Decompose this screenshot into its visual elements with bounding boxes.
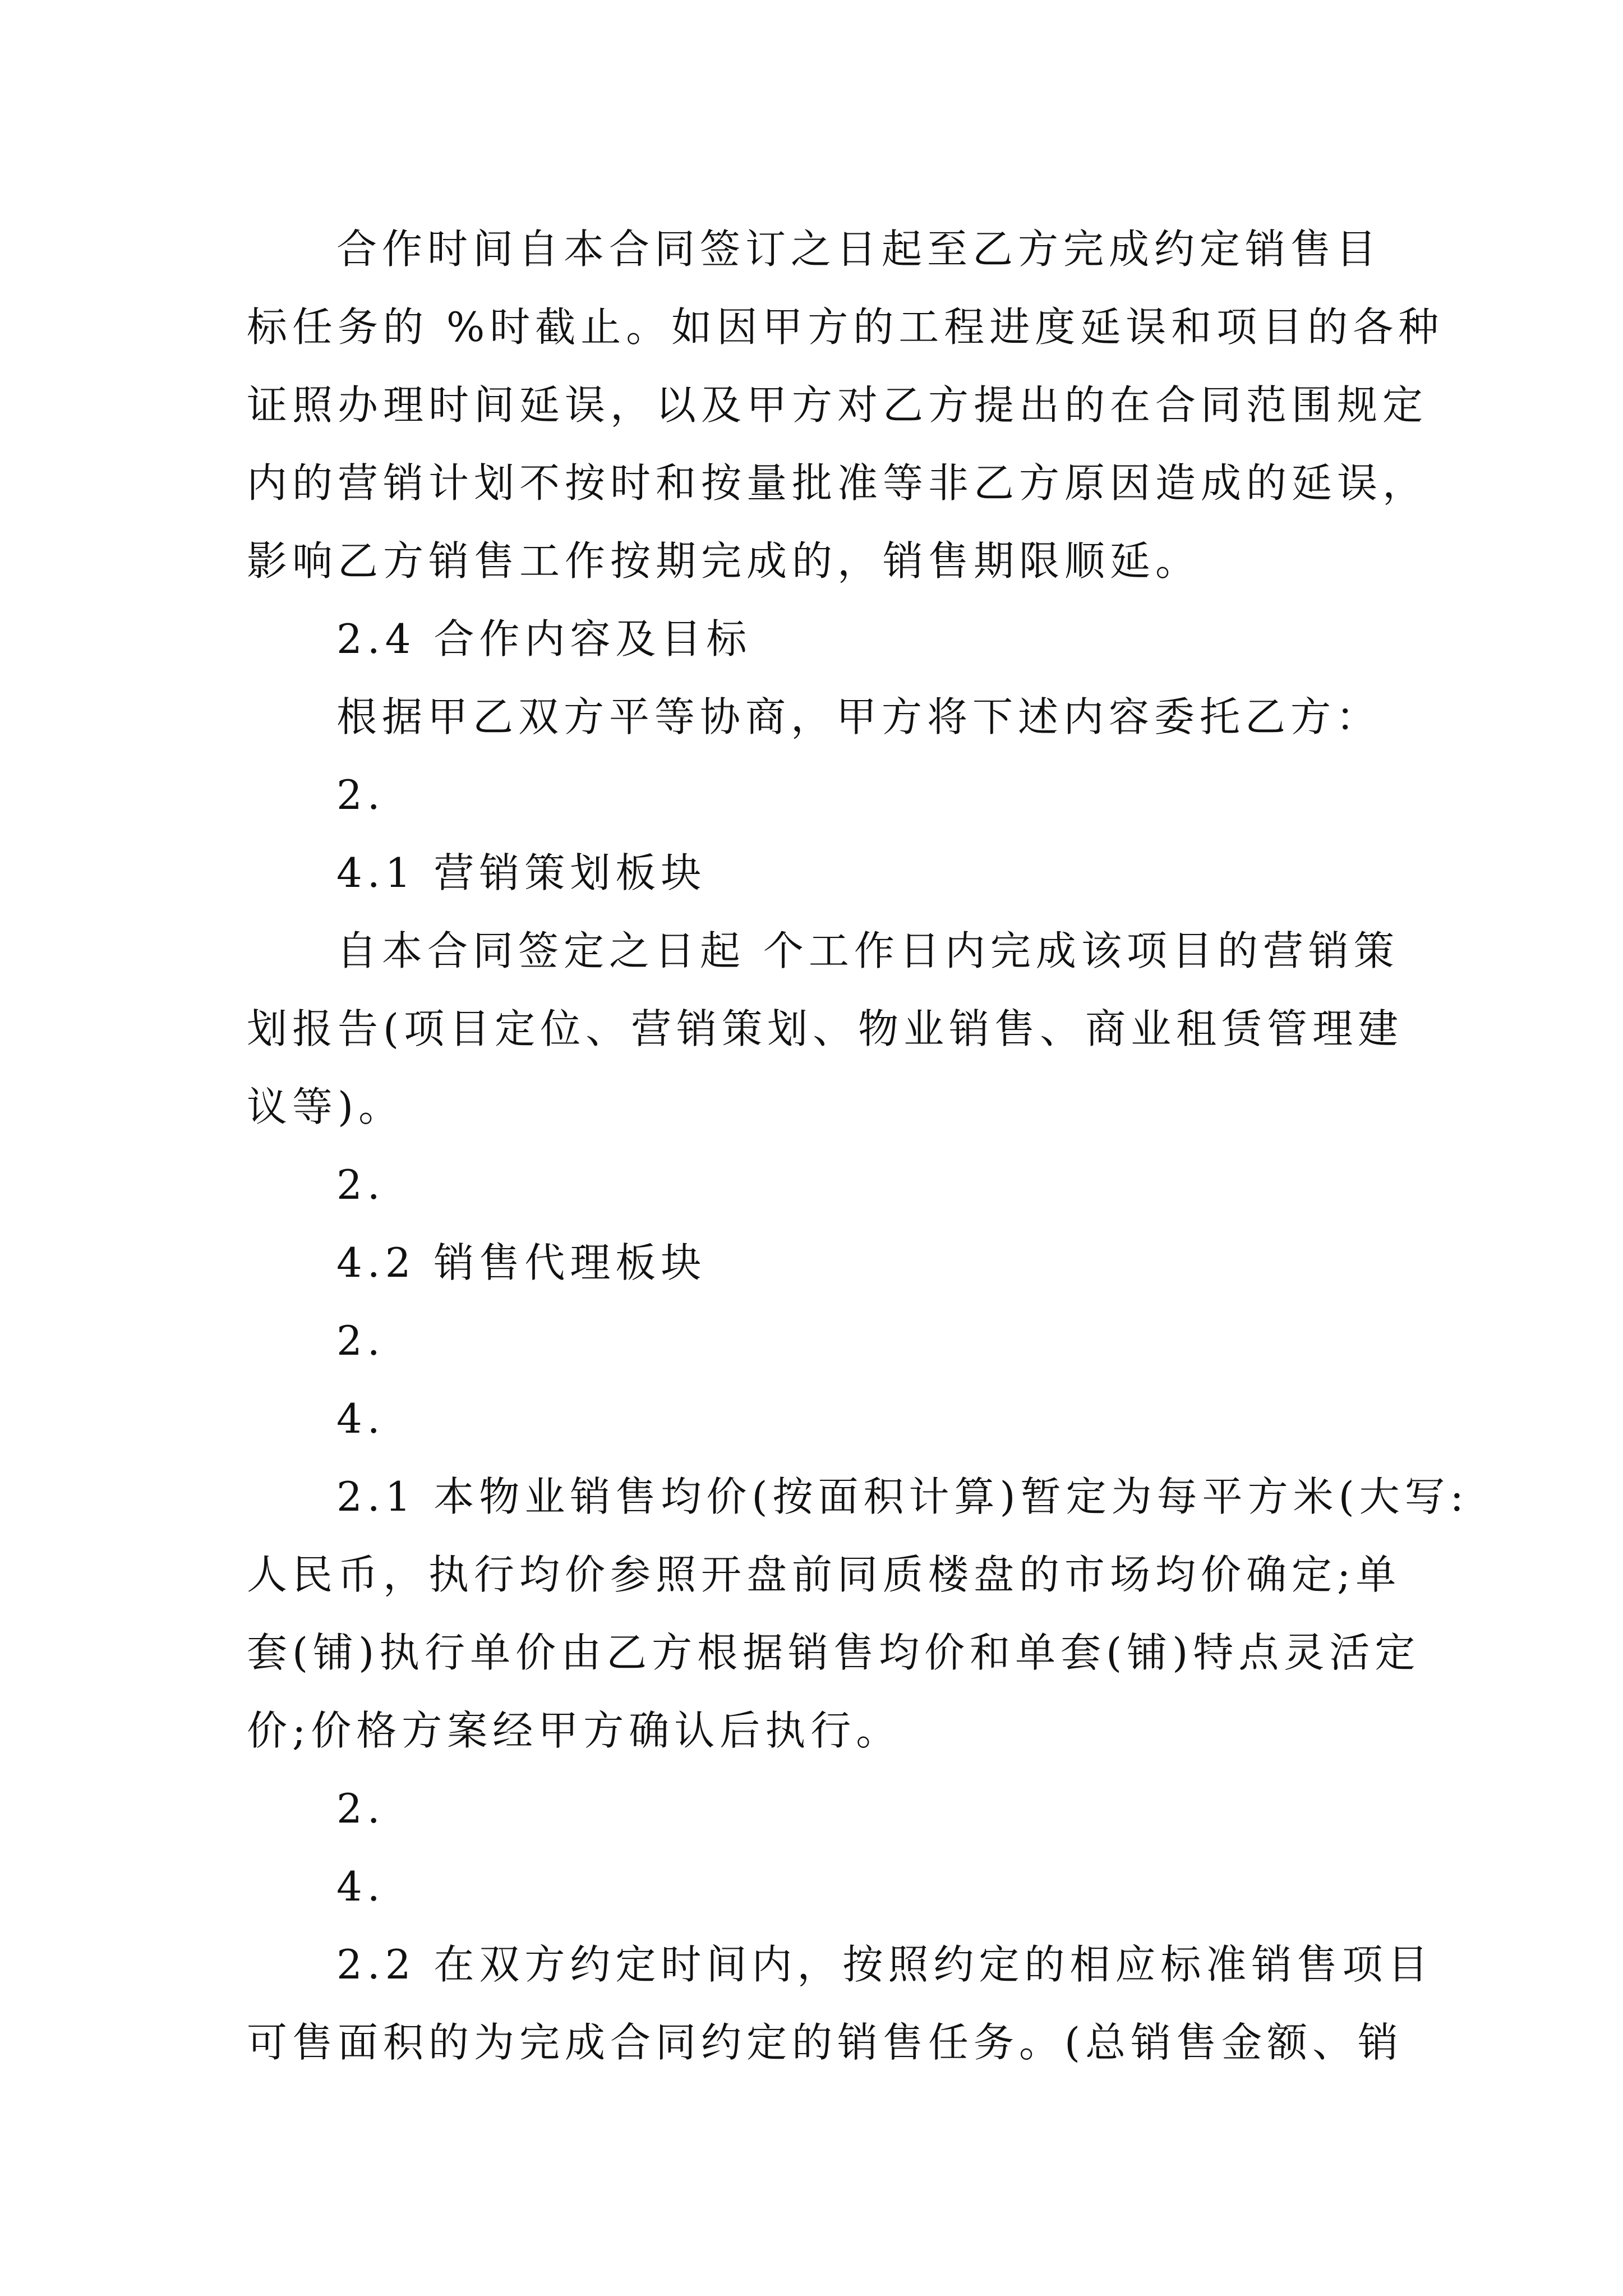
text-line: 2. [336, 771, 385, 818]
text-line: 2. [336, 1161, 385, 1208]
text-line: 2. [336, 1785, 385, 1832]
text-line: 人民币，执行均价参照开盘前同质楼盘的市场均价确定;单 [247, 1551, 1401, 1598]
paragraph-sales-target [247, 1926, 1433, 2082]
section-heading-2-4 [247, 600, 1380, 678]
text-line: 可售面积的为完成合同约定的销售任务。(总销售金额、销 [247, 2019, 1404, 2066]
text-line: 4. [336, 1863, 385, 1910]
text-line: 自本合同签定之日起 个工作日内完成该项目的营销策 [336, 927, 1399, 974]
text-line: 根据甲乙双方平等协商，甲方将下述内容委托乙方： [336, 693, 1382, 740]
text-line: 影响乙方销售工作按期完成的，销售期限顺延。 [247, 537, 1201, 585]
fragment-line [247, 1770, 1380, 1848]
text-line: 内的营销计划不按时和按量批准等非乙方原因造成的延误， [247, 459, 1428, 507]
text-line: 划报告(项目定位、营销策划、物业销售、商业租赁管理建 [247, 1005, 1404, 1052]
section-heading-4-2 [247, 1224, 1380, 1302]
text-line: 4.1 营销策划板块 [336, 849, 707, 896]
paragraph-delegation-intro [247, 678, 1380, 756]
text-line: 2.2 在双方约定时间内，按照约定的相应标准销售项目 [336, 1941, 1433, 1988]
fragment-line [247, 1146, 1380, 1224]
fragment-line [247, 1848, 1380, 1926]
text-line: 证照办理时间延误，以及甲方对乙方提出的在合同范围规定 [247, 381, 1428, 429]
document-body [247, 210, 1469, 2082]
text-line: 4.2 销售代理板块 [336, 1239, 707, 1286]
text-line: 标任务的 %时截止。如因甲方的工程进度延误和项目的各种 [247, 303, 1444, 351]
text-line: 价;价格方案经甲方确认后执行。 [247, 1707, 902, 1754]
text-line: 套(铺)执行单价由乙方根据销售均价和单套(铺)特点灵活定 [247, 1629, 1421, 1676]
paragraph-cooperation-period [247, 210, 1444, 600]
fragment-line [247, 756, 1380, 834]
text-line: 合作时间自本合同签订之日起至乙方完成约定销售目 [336, 226, 1382, 273]
text-line: 4. [336, 1395, 385, 1442]
fragment-line [247, 1380, 1380, 1458]
text-line: 2.4 合作内容及目标 [336, 615, 752, 662]
text-line: 2.1 本物业销售均价(按面积计算)暂定为每平方米(大写: [336, 1473, 1469, 1520]
section-heading-4-1 [247, 834, 1380, 912]
paragraph-marketing-plan [247, 912, 1404, 1146]
text-line: 议等)。 [247, 1083, 404, 1130]
paragraph-average-price [247, 1458, 1469, 1770]
fragment-line [247, 1302, 1380, 1380]
text-line: 2. [336, 1317, 385, 1364]
